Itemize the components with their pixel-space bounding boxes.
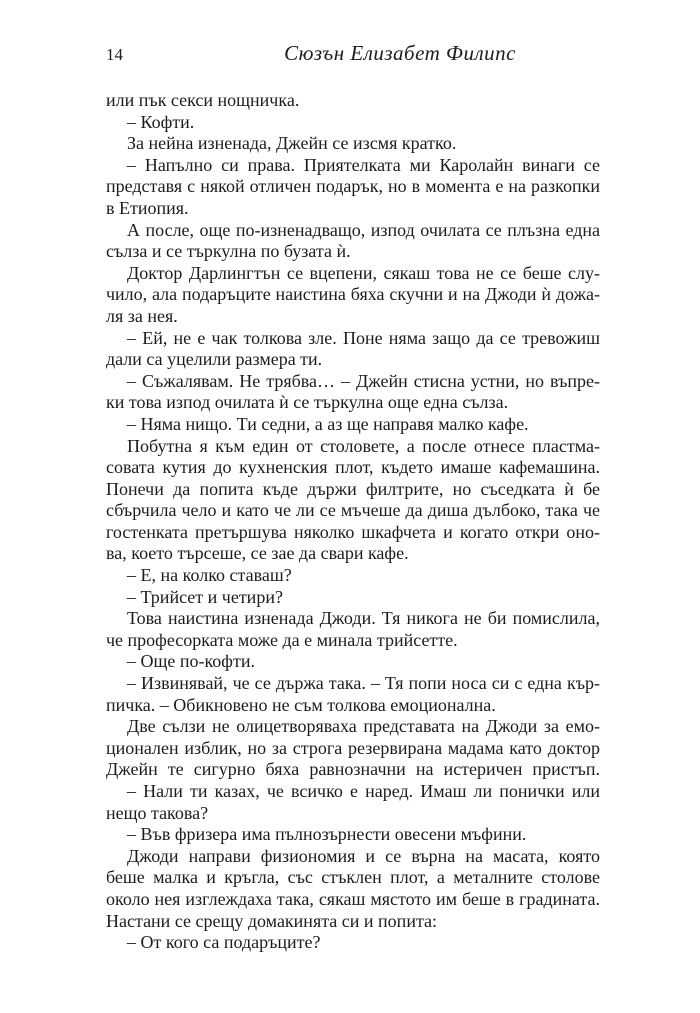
- text-line: – Кофти.: [127, 111, 195, 132]
- text-line: – Трийсет и четири?: [127, 586, 283, 607]
- text-line: ва, което търсеше, се зае да свари кафе.: [106, 543, 409, 564]
- text-line: сълза и се търкулна по бузата ѝ.: [106, 241, 351, 262]
- text-line: около нея изглеждаха така, сякаш мястото им беше в градината.: [106, 888, 600, 909]
- text-line: в Етиопия.: [106, 197, 189, 218]
- text-line: – От кого са подаръците?: [127, 932, 321, 953]
- text-line: – Нали ти казах, че всичко е наред. Имаш ли понички или: [127, 781, 600, 801]
- text-line: – Във фризера има пълнозърнести овесени мъфини.: [127, 824, 527, 845]
- text-line: Две сълзи не олицетворяваха представата на Джоди за емо-: [127, 716, 600, 737]
- text-line: За нейна изненада, Джейн се изсмя кратко.: [127, 133, 457, 154]
- text-line: Настани се срещу домакинята си и попита:: [106, 910, 438, 931]
- body-text: [106, 90, 600, 954]
- text-line: гостенката претършува няколко шкафчета и когато откри оно-: [106, 521, 600, 542]
- text-line: дали са уцелили размера ти.: [106, 349, 323, 370]
- text-line: Доктор Дарлингтън се вцепени, сякаш това не се беше слу-: [127, 262, 600, 283]
- text-line: А после, още по-изненадващо, изпод очилата се плъзна една: [127, 219, 600, 240]
- text-line: Побутна я към един от столовете, а после отнесе пластма-: [127, 435, 600, 456]
- text-line: че професорката може да е минала трийсетте.: [106, 629, 458, 650]
- text-line: – Няма нищо. Ти седни, а аз ще направя малко кафе.: [127, 413, 529, 434]
- text-line: нещо такова?: [106, 802, 209, 823]
- page-number: 14: [106, 45, 123, 64]
- text-line: или пък секси нощничка.: [106, 90, 300, 110]
- text-line: – Извинявай, че се държа така. – Тя попи носа си с една кър-: [127, 673, 600, 694]
- text-line: чило, ала подаръците наистина бяха скучни и на Джоди ѝ дожа-: [106, 284, 600, 305]
- text-line: Това наистина изненада Джоди. Тя никога не би помислила,: [127, 608, 600, 629]
- text-line: ки това изпод очилата ѝ се търкулна още една сълза.: [106, 392, 509, 413]
- running-head-author: Сюзън Елизабет Филипс: [284, 41, 516, 65]
- text-line: Джоди направи физиономия и се върна на масата, която: [127, 845, 600, 866]
- text-line: – Ей, не е чак толкова зле. Поне няма защо да се тревожиш: [127, 327, 600, 348]
- text-line: представя с някой отличен подарък, но в момента е на разкопки: [106, 176, 600, 197]
- text-line: – Е, на колко ставаш?: [127, 565, 292, 586]
- text-line: Понечи да попита къде държи филтрите, но съседката ѝ бе: [106, 478, 600, 499]
- text-line: – Напълно си права. Приятелката ми Каролайн винаги се: [127, 154, 600, 175]
- text-line: беше малка и кръгла, със стъклен плот, а металните столове: [106, 867, 600, 888]
- text-line: пичка. – Обикновено не съм толкова емоционална.: [106, 694, 496, 715]
- text-line: – Съжалявам. Не трябва… – Джейн стисна устни, но въпре-: [127, 370, 600, 391]
- text-line: Джейн те сигурно бяха равнозначни на истеричен пристъп.: [106, 759, 600, 780]
- text-line: сбърчила чело и като че ли се мъчеше да диша дълбоко, така че: [106, 500, 600, 521]
- text-line: совата кутия до кухненския плот, където имаше кафемашина.: [106, 457, 600, 478]
- text-line: ционален изблик, но за строга резервирана мадама като доктор: [106, 737, 600, 758]
- text-line: ля за нея.: [106, 305, 178, 326]
- text-line: – Още по-кофти.: [127, 651, 255, 672]
